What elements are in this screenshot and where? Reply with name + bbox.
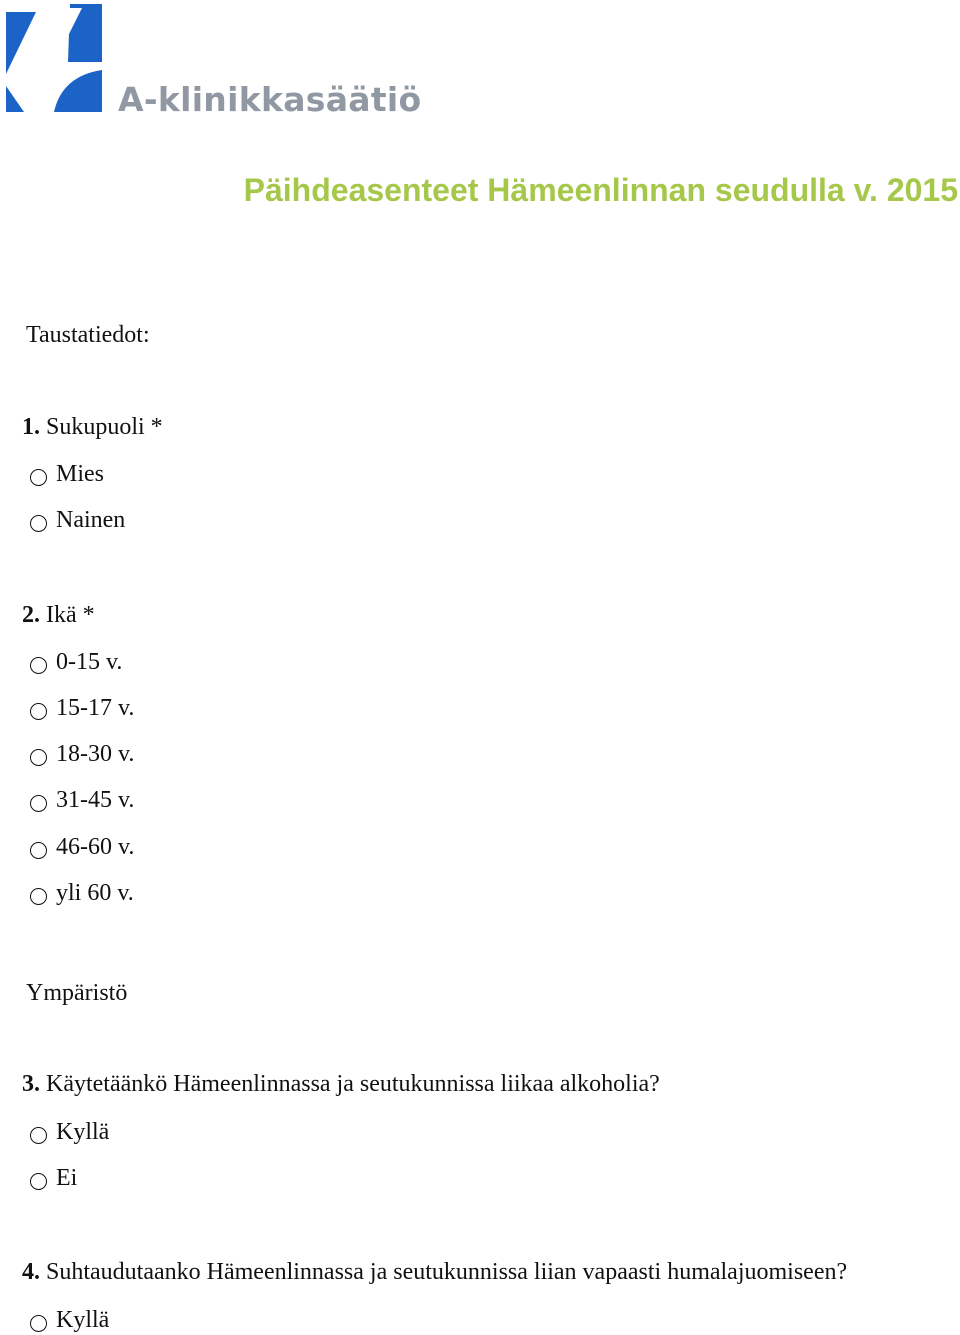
option-label: Ei [56, 1164, 78, 1191]
question-number: 4. [22, 1259, 40, 1285]
option-age-18-30[interactable] [30, 739, 134, 769]
option-label: 15-17 v. [56, 694, 135, 721]
question-text: Sukupuoli * [46, 414, 163, 440]
radio-button[interactable] [30, 842, 47, 859]
option-label: 18-30 v. [56, 740, 135, 767]
question-2 [22, 602, 95, 629]
question-4 [22, 1259, 847, 1286]
question-number: 1. [22, 414, 40, 440]
option-age-15-17[interactable] [30, 693, 134, 723]
option-label: 31-45 v. [56, 786, 135, 813]
option-ei[interactable] [30, 1163, 77, 1193]
question-number: 2. [22, 602, 40, 628]
radio-button[interactable] [30, 515, 47, 532]
radio-button[interactable] [30, 749, 47, 766]
radio-button[interactable] [30, 1173, 47, 1190]
radio-button[interactable] [30, 1127, 47, 1144]
logo-text: A-klinikkasäätiö [118, 80, 422, 119]
a-klinikkasaatio-logo [6, 4, 422, 119]
option-label: Kyllä [56, 1306, 110, 1333]
option-label: Mies [56, 460, 104, 487]
option-age-over-60[interactable] [30, 878, 134, 908]
section-heading-environment: Ympäristö [26, 980, 128, 1006]
radio-button[interactable] [30, 795, 47, 812]
question-3 [22, 1071, 660, 1098]
option-mies[interactable] [30, 459, 104, 489]
option-age-46-60[interactable] [30, 832, 134, 862]
question-number: 3. [22, 1071, 40, 1097]
option-kylla[interactable] [30, 1305, 109, 1335]
option-kylla[interactable] [30, 1117, 109, 1147]
option-label: yli 60 v. [56, 879, 134, 906]
option-nainen[interactable] [30, 505, 125, 535]
question-text: Suhtaudutaanko Hämeenlinnassa ja seutukunnissa liian vapaasti humalajuomiseen? [46, 1259, 848, 1285]
option-age-31-45[interactable] [30, 785, 134, 815]
option-label: 46-60 v. [56, 833, 135, 860]
radio-button[interactable] [30, 703, 47, 720]
option-label: 0-15 v. [56, 648, 123, 675]
question-text: Ikä * [46, 602, 95, 628]
radio-button[interactable] [30, 888, 47, 905]
question-text: Käytetäänkö Hämeenlinnassa ja seutukunnissa liikaa alkoholia? [46, 1071, 660, 1097]
option-label: Kyllä [56, 1118, 110, 1145]
page-title: Päihdeasenteet Hämeenlinnan seudulla v. 2015 [243, 172, 958, 208]
question-1 [22, 414, 163, 441]
radio-button[interactable] [30, 469, 47, 486]
option-age-0-15[interactable] [30, 647, 122, 677]
section-heading-background: Taustatiedot: [26, 322, 150, 348]
logo-mark-icon [6, 4, 116, 116]
radio-button[interactable] [30, 657, 47, 674]
option-label: Nainen [56, 506, 126, 533]
radio-button[interactable] [30, 1315, 47, 1332]
